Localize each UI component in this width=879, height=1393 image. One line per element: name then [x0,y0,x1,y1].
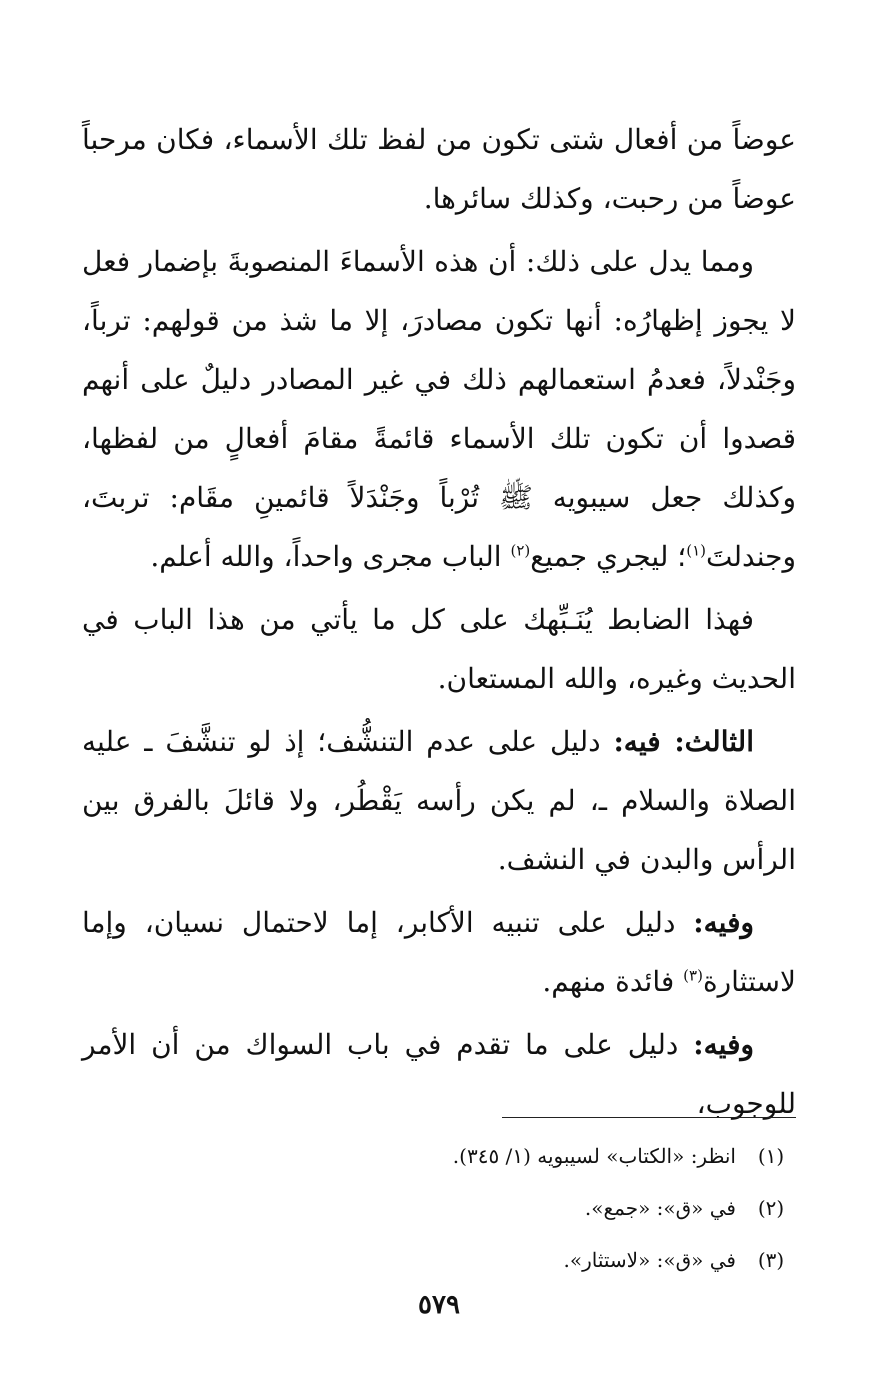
paragraph-6 [82,1015,796,1133]
paragraph-6-text: دليل على ما تقدم في باب السواك من أن الأمر للوجوب، [82,1028,796,1120]
footnote-ref-2[interactable]: (٢) [510,541,531,560]
paragraph-3: فهذا الضابط يُنَـبِّهك على كل ما يأتي من هذا الباب في الحديث وغيره، والله المستعان. [82,603,796,695]
paragraph-5 [82,893,796,1011]
footnote-text: في «ق»: «لاستثار». [563,1248,736,1272]
paragraph-2-text-b: ؛ ليجري جميع [530,540,687,573]
footnote-text: انظر: «الكتاب» لسيبويه (١/ ٣٤٥). [452,1144,736,1168]
paragraph-4-label: الثالث: فيه: [613,725,754,758]
page-number: ٥٧٩ [418,1290,460,1320]
paragraph-6-label: وفيه: [693,1028,754,1061]
paragraph-5-text-a: دليل على تنبيه الأكابر، إما لاحتمال نسيان، وإما لاستثارة [82,906,796,998]
footnote-ref-1[interactable]: (١) [686,541,706,560]
footnote-3 [82,1234,796,1286]
footnote-number: (١) [757,1144,785,1168]
footnote-number: (٣) [757,1248,785,1272]
footnote-number: (٢) [757,1196,785,1220]
footnote-ref-3[interactable]: (٣) [683,966,703,985]
main-text [82,110,796,1133]
footnote-2 [82,1182,796,1234]
document-page [82,110,796,1350]
paragraph-2-text-c: الباب مجرى واحداً، والله أعلم. [150,540,511,573]
footnotes [82,1130,796,1286]
paragraph-5-label: وفيه: [693,906,754,939]
paragraph-4 [82,712,796,889]
footnote-1 [82,1130,796,1182]
footnote-text: في «ق»: «جمع». [584,1196,736,1220]
footnote-divider [502,1117,796,1118]
paragraph-1: عوضاً من أفعال شتى تكون من لفظ تلك الأسماء، فكان مرحباً عوضاً من رحبت، وكذلك سائرها. [82,123,796,215]
paragraph-2-text-a: ومما يدل على ذلك: أن هذه الأسماءَ المنصوبةَ بإضمار فعل لا يجوز إظهارُه: أنها تكون مصادرَ، إلا ما شذ من قولهم: ترباً، وجَنْدلاً، فعدمُ استعمالهم ذلك في غير المصادر دليلٌ على أنهم قصدوا أن تكون تلك الأسماء قائمةً مقامَ أفعالٍ من لفظها، وكذلك جعل سيبويه ﷺ تُرْباً وجَنْدَلاً قائمينِ مقَام: تربتَ، وجندلتَ [82,245,796,573]
paragraph-5-text-b: فائدة منهم. [542,965,684,998]
paragraph-4-text: دليل على عدم التنشُّف؛ إذ لو تنشَّفَ ـ عليه الصلاة والسلام ـ، لم يكن رأسه يَقْطُر، ولا قائلَ بالفرق بين الرأس والبدن في النشف. [82,725,796,876]
paragraph-2 [82,232,796,586]
